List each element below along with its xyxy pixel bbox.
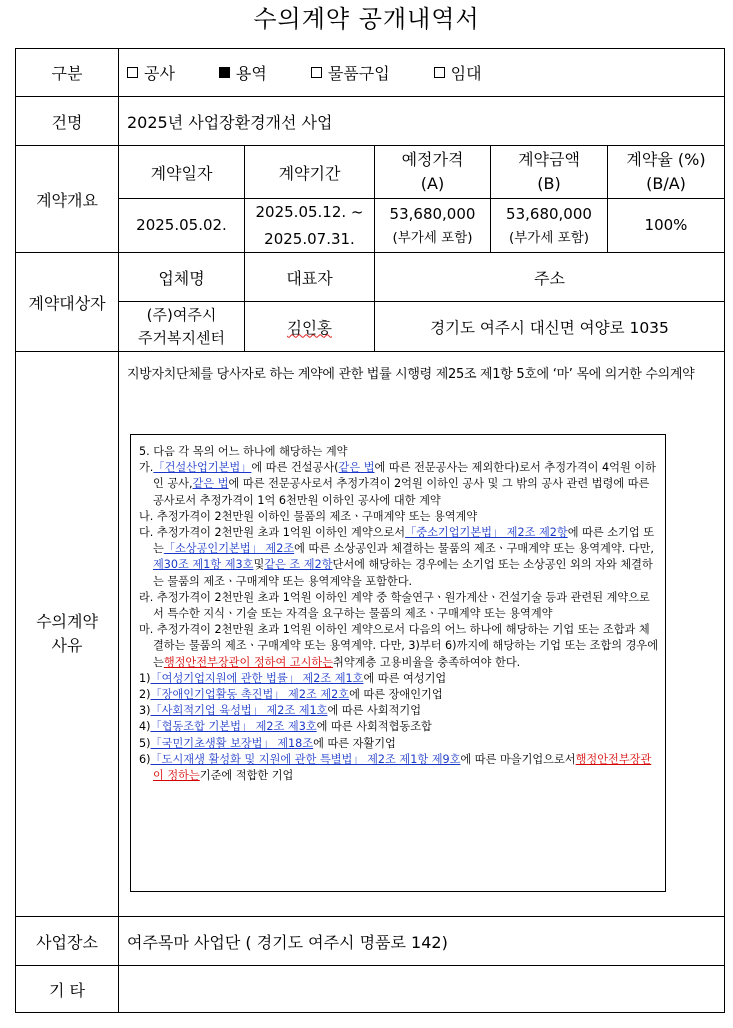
location-label xyxy=(15,916,119,966)
law-link[interactable]: 「건설산업기본법」 xyxy=(153,461,252,475)
contractor-company-l2: 주거복지센터 xyxy=(138,328,225,347)
overview-header-rate xyxy=(607,145,725,199)
overview-date-text: 2025.05.02. xyxy=(136,216,227,234)
law-item-text: 에 따른 마을기업으로서 xyxy=(460,752,576,766)
law-item-num: 6) xyxy=(139,752,151,766)
checkbox-service-label: 용역 xyxy=(235,64,267,83)
overview-estimate-note: (부가세 포함) xyxy=(392,229,473,246)
checkbox-goods[interactable] xyxy=(311,61,390,84)
law-item xyxy=(139,736,659,752)
law-item-text: 에 따른 자활기업 xyxy=(313,736,396,750)
contractor-header-rep xyxy=(244,252,375,302)
overview-amount-value: 53,680,000 xyxy=(506,204,592,223)
reason-label-l2: 사유 xyxy=(51,636,83,655)
reason-label xyxy=(15,351,119,917)
contractor-header-address xyxy=(374,252,725,302)
contractor-header-rep-text: 대표자 xyxy=(286,268,333,288)
overview-period-end: 2025.07.31. xyxy=(264,229,355,248)
location-value xyxy=(118,916,725,966)
contractor-company xyxy=(118,301,245,352)
law-clause-ra: 라. 추정가격이 2천만원 초과 1억원 이하인 계약 중 학술연구ㆍ원가계산ㆍ건설기술 등과 관련된 계약으로서 특수한 지식ㆍ기술 또는 자격을 요구하는 물품의 제조ㆍ구매계약 또는 용역계약 xyxy=(139,590,650,621)
overview-period-start: 2025.05.12. ~ xyxy=(255,202,364,221)
checkbox-empty-icon xyxy=(434,67,445,78)
overview-rate xyxy=(607,198,725,253)
law-heading: 5. 다음 각 목의 어느 하나에 해당하는 계약 xyxy=(139,445,348,458)
law-ma-text: 마. 추정가격이 2천만원 초과 1억원 이하인 계약으로서 다음의 어느 하나에 해당하는 기업 또는 조합과 체결하는 물품의 제조ㆍ구매계약 또는 용역계약. 다만, 3)부터 6)까지에 해당하는 기업 또는 조합의 경우에는 xyxy=(139,623,659,669)
location-label-text: 사업장소 xyxy=(36,932,98,952)
law-da-text: 단서에 해당하는 경우에는 소기업 또는 소상공인 외의 자와 체결하는 물품의 제조ㆍ구매계약 또는 용역계약을 포함한다. xyxy=(153,558,653,588)
overview-header-estimate-l2: (A) xyxy=(420,174,445,193)
checkbox-lease[interactable] xyxy=(434,61,482,84)
overview-header-date xyxy=(118,145,245,199)
contractor-address xyxy=(374,301,725,352)
other-value xyxy=(118,965,725,1013)
law-item-text: 기준에 적합한 기업 xyxy=(199,769,294,783)
overview-header-period-text: 계약기간 xyxy=(278,163,341,183)
project-value-text: 2025년 사업장환경개선 사업 xyxy=(127,112,333,132)
law-item-num: 1) xyxy=(139,671,151,685)
law-ga-text: 에 따른 전문공사는 제외한다)로서 추정가격이 4억원 이하인 공사, xyxy=(153,461,656,491)
contractor-header-address-text: 주소 xyxy=(534,268,565,288)
overview-header-estimate-text xyxy=(402,148,464,196)
project-value xyxy=(118,96,725,146)
law-item xyxy=(139,703,659,719)
law-link[interactable]: 「도시재생 활성화 및 지원에 관한 특별법」 제2조 제1항 제9호 xyxy=(150,752,461,766)
overview-header-amount-text xyxy=(518,148,580,196)
reason-summary: 지방자치단체를 당사자로 하는 계약에 관한 법률 시행령 제25조 제1항 5호에 ‘마’ 목에 의거한 수의계약 xyxy=(127,367,695,382)
law-link[interactable]: 「장애인기업활동 촉진법」 제2조 제2호 xyxy=(150,688,350,702)
checkbox-goods-label: 물품구입 xyxy=(327,64,390,83)
law-ga-text: 에 따른 건설공사( xyxy=(251,461,339,475)
location-value-text: 여주목마 사업단 ( 경기도 여주시 명품로 142) xyxy=(127,932,448,952)
overview-period-text xyxy=(256,199,364,253)
law-item-text: 에 따른 사회적협동조합 xyxy=(316,720,432,734)
overview-label-text: 계약개요 xyxy=(36,190,98,210)
checkbox-construction[interactable] xyxy=(127,61,175,84)
law-clause-da xyxy=(139,525,659,590)
law-excerpt-box xyxy=(130,434,666,892)
overview-header-estimate-l1: 예정가격 xyxy=(401,150,464,169)
checkbox-empty-icon xyxy=(311,67,322,78)
law-clause-na: 나. 추정가격이 2천만원 이하인 물품의 제조ㆍ구매계약 또는 용역계약 xyxy=(139,509,478,523)
contractor-header-company-text: 업체명 xyxy=(158,268,205,288)
contractor-company-text xyxy=(138,304,225,350)
law-link[interactable]: 「국민기초생활 보장법」 제18조 xyxy=(150,736,314,750)
law-ga-text: 가. xyxy=(139,461,154,475)
overview-header-date-text: 계약일자 xyxy=(150,163,213,183)
law-link[interactable]: 같은 법 xyxy=(192,477,229,491)
overview-header-amount-l2: (B) xyxy=(537,174,561,193)
law-da-text: 및 xyxy=(253,558,265,572)
law-item-num: 4) xyxy=(139,720,151,734)
law-item-num: 5) xyxy=(139,736,151,750)
overview-period xyxy=(244,198,375,253)
law-da-text: 에 따른 소상공인과 체결하는 물품의 제조ㆍ구매계약 또는 용역계약. 다만, xyxy=(294,542,654,556)
law-link[interactable]: 제30조 제1항 제3호 xyxy=(153,558,254,572)
contractor-company-l1: (주)여주시 xyxy=(146,305,217,324)
reason-label-text xyxy=(36,610,98,658)
checkbox-construction-label: 공사 xyxy=(144,64,175,83)
law-item xyxy=(139,671,659,687)
law-link[interactable]: 「중소기업기본법」 제2조 제2항 xyxy=(405,526,568,540)
project-label xyxy=(15,96,119,146)
law-red-link[interactable]: 행정안전부장관이 정하여 고시하는 xyxy=(163,655,334,669)
overview-header-amount xyxy=(490,145,608,199)
law-link[interactable]: 같은 법 xyxy=(338,461,375,475)
law-item-text: 에 따른 장애인기업 xyxy=(349,688,443,702)
page-title: 수의계약 공개내역서 xyxy=(253,5,480,33)
law-link[interactable]: 「소상공인기본법」 제2조 xyxy=(163,542,295,556)
overview-header-estimate xyxy=(374,145,491,199)
overview-header-amount-l1: 계약금액 xyxy=(518,150,580,169)
overview-header-period xyxy=(244,145,375,199)
contractor-rep-text: 김인홍 xyxy=(287,318,332,337)
law-clause-ma xyxy=(139,622,659,671)
overview-amount-note: (부가세 포함) xyxy=(508,229,589,246)
checkbox-filled-icon xyxy=(219,67,230,78)
law-item xyxy=(139,687,659,703)
overview-estimate-value: 53,680,000 xyxy=(389,204,476,223)
law-ga-text: 에 따른 전문공사로서 추정가격이 2억원 이하인 공사 및 그 밖의 공사 관련 법령에 따른 공사로서 추정가격이 1억 6천만원 이하인 공사에 대한 계약 xyxy=(153,477,650,507)
overview-label xyxy=(15,145,119,253)
classification-label xyxy=(15,48,119,97)
overview-amount-text xyxy=(506,202,592,250)
law-da-text: 에 따른 소기업 또는 xyxy=(153,526,655,556)
law-link[interactable]: 같은 조 제2항 xyxy=(264,558,333,572)
checkbox-lease-label: 임대 xyxy=(450,64,482,83)
law-red-link[interactable]: 행정안전부장관이 정하는 xyxy=(153,752,652,783)
law-link[interactable]: 「여성기업지원에 관한 법률」 제2조 제1호 xyxy=(150,671,364,685)
contractor-label xyxy=(15,252,119,352)
overview-estimate-text xyxy=(390,202,476,250)
overview-header-rate-l1: 계약율 (%) xyxy=(626,150,706,169)
law-item-text: 에 따른 여성기업 xyxy=(363,671,447,685)
contractor-header-company xyxy=(118,252,245,302)
law-item-num: 2) xyxy=(139,688,151,702)
law-link[interactable]: 「협동조합 기본법」 제2조 제3호 xyxy=(150,720,317,734)
project-label-text: 건명 xyxy=(51,112,83,132)
law-item-num: 3) xyxy=(139,704,151,718)
contractor-label-text: 계약대상자 xyxy=(28,293,106,313)
law-link[interactable]: 「사회적기업 육성법」 제2조 제1호 xyxy=(150,704,328,718)
overview-header-rate-l2: (B/A) xyxy=(646,174,686,193)
other-label xyxy=(15,965,119,1013)
contractor-rep xyxy=(244,301,375,352)
law-da-text: 다. 추정가격이 2천만원 초과 1억원 이하인 계약으로서 xyxy=(139,526,406,540)
checkbox-empty-icon xyxy=(127,67,138,78)
overview-amount xyxy=(490,198,608,253)
law-item xyxy=(139,752,659,784)
checkbox-service[interactable] xyxy=(219,61,267,84)
overview-date xyxy=(118,198,245,253)
law-ma-text: 취약계층 고용비율을 충족하여야 한다. xyxy=(333,655,521,669)
reason-label-l1: 수의계약 xyxy=(36,612,98,631)
law-item-text: 에 따른 사회적기업 xyxy=(327,704,422,718)
overview-header-rate-text xyxy=(626,148,705,196)
contractor-address-text: 경기도 여주시 대신면 여양로 1035 xyxy=(430,318,669,337)
law-clause-ga xyxy=(139,460,659,509)
classification-options xyxy=(118,48,725,97)
overview-rate-text: 100% xyxy=(644,216,688,234)
other-label-text: 기 타 xyxy=(49,980,85,1000)
overview-estimate xyxy=(374,198,491,253)
law-item xyxy=(139,719,659,735)
classification-label-text: 구분 xyxy=(51,64,83,83)
